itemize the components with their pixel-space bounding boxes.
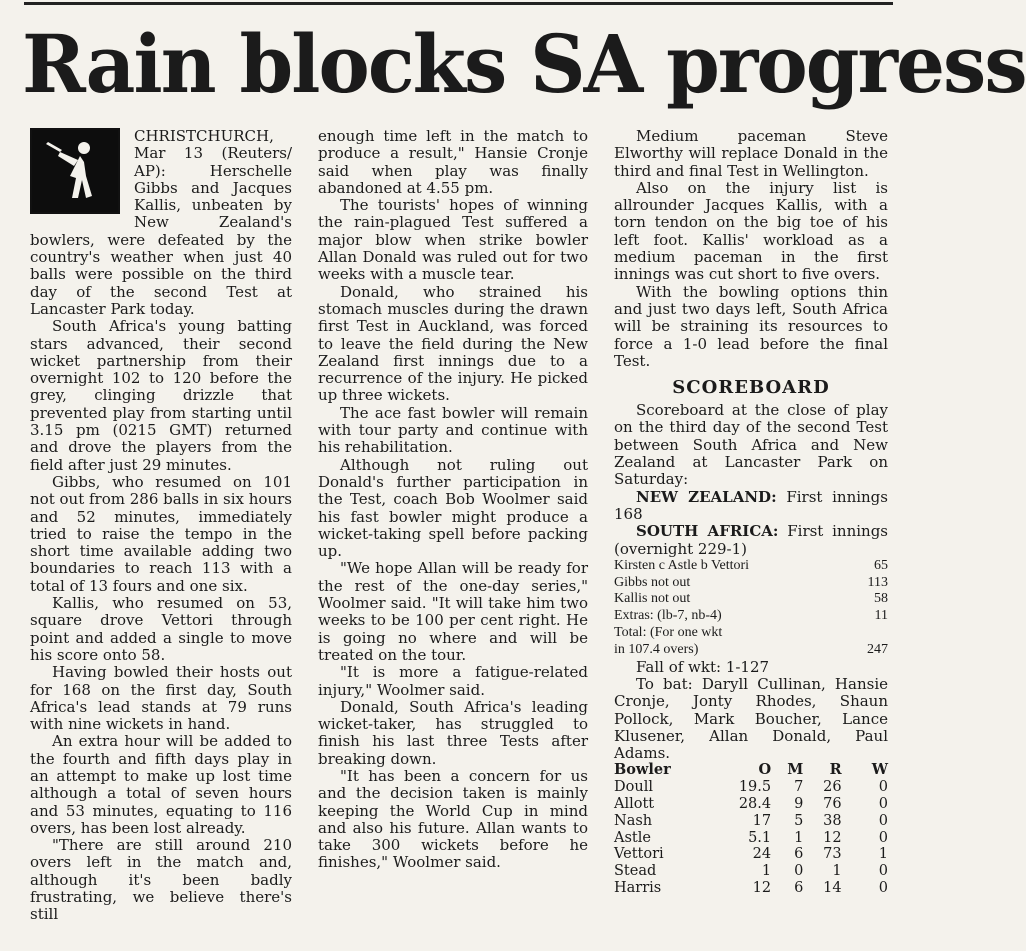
maidens: 5 [794,812,804,829]
batting-row [614,591,888,608]
overs-header: O [758,761,772,779]
article-paragraph: Having bowled their hosts out for 168 on the first day, South Africa's lead stands at 79 runs with nine wickets in hand. [30,663,292,734]
runs-header: R [829,761,842,779]
article-paragraph: With the bowling options thin and just two days left, South Africa will be straining its resources to force a 1-0 lead before the final Test. [614,282,888,370]
maidens: 7 [794,779,804,796]
overs: 17 [752,812,772,829]
batsman-name: Gibbs not out [614,574,691,590]
nz-innings [614,489,888,524]
maidens: 1 [794,829,804,846]
wickets-header: W [871,761,888,779]
article-paragraph: An extra hour will be added to the fourth and fifth days play in an attempt to make up lost time although a total of seven hours and 53 minutes, equating to 116 overs, has been lost already. [30,732,292,837]
article-paragraph: "There are still around 210 overs left in the match and, although it's been badly frustrating, we believe there's still [30,836,292,924]
article-column-1 [30,128,292,924]
overs: 19.5 [738,779,772,796]
maidens: 6 [794,879,804,896]
cricketer-silhouette-icon [30,128,120,214]
wickets: 0 [878,879,888,896]
article-paragraph: CHRISTCHURCH, Mar 13 (Reuters/ AP): Herschelle Gibbs and Jacques Kallis, unbeaten by New Zealand's bowlers, were defeated by the country's weather when just 40 balls were possible on the third day of the second Test at Lancaster Park today. [30,127,292,318]
total-line-2: in 107.4 overs) [614,641,699,657]
article-paragraph: South Africa's young batting stars advanced, their second wicket partnership from their overnight 102 to 120 before the grey, clinging drizzle that prevented play from starting until 3.15 pm (0215 GMT) returned and drove the players from the field after just 29 minutes. [30,317,292,474]
runs: 1 [832,863,842,880]
batting-row [614,608,888,625]
fall-of-wicket: Fall of wkt: 1-127 [636,657,770,676]
bowler-name: Astle [614,829,651,846]
bowling-row [614,863,888,880]
wickets: 0 [878,863,888,880]
batsman-name: Kirsten c Astle b Vettori [614,557,750,573]
bowling-row [614,846,888,863]
article-paragraph: "We hope Allan will be ready for the rest of the one-day series," Woolmer said. "It will take him two weeks to be 100 per cent right. He is going no where and will be treated on the tour. [318,559,588,664]
wickets: 0 [878,829,888,846]
top-rule [24,2,893,5]
runs: 38 [823,812,842,829]
wickets: 0 [878,779,888,796]
nz-innings-text: First innings 168 [614,487,888,523]
bowler-name: Doull [614,779,653,796]
maidens: 6 [794,846,804,863]
overs: 1 [761,863,772,880]
article-column-3 [614,128,888,897]
to-bat: To bat: Daryll Cullinan, Hansie Cronje, Jonty Rhodes, Shaun Pollock, Mark Boucher, Lance Klusener, Allan Donald, Paul Adams. [614,674,888,763]
bowler-name: Vettori [614,846,664,863]
batting-row [614,558,888,575]
overs: 5.1 [748,829,772,846]
runs: 73 [823,846,842,863]
wickets: 0 [878,795,888,812]
overs: 28.4 [738,795,772,812]
total-row [614,642,888,659]
article-paragraph: The tourists' hopes of winning the rain-plagued Test suffered a major blow when strike bowler Allan Donald was ruled out for two weeks with a muscle tear. [318,196,588,284]
maidens-header: M [787,761,804,779]
article-paragraph: Gibbs, who resumed on 101 not out from 286 balls in six hours and 52 minutes, immediately tried to raise the tempo in the short time available adding two boundaries to reach 113 with a total of 13 fours and one six. [30,472,292,595]
bowler-header: Bowler [614,761,671,779]
batsman-runs: 58 [874,591,888,607]
batsman-runs: 113 [867,574,888,590]
bowling-table [614,762,888,896]
total-line-1: Total: (For one wkt [614,625,723,641]
overs: 12 [752,879,772,896]
overs: 24 [752,846,772,863]
runs: 26 [823,779,842,796]
article-paragraph: Although not ruling out Donald's further participation in the Test, coach Bob Woolmer said his fast bowler might produce a wicket-taking spell before packing up. [318,455,588,561]
extras-label: Extras: (lb-7, nb-4) [614,608,722,624]
headline: Rain blocks SA progress [22,17,1026,111]
maidens: 0 [794,863,804,880]
bowler-name: Nash [614,812,653,829]
bowling-row [614,880,888,897]
article-paragraph: Donald, who strained his stomach muscles during the drawn first Test in Auckland, was forced to leave the field during the New Zealand first innings due to a recurrence of the injury. He picked up three wickets. [318,282,588,405]
sa-innings-text: First innings (overnight 229-1) [614,522,888,558]
sa-label: SOUTH AFRICA: [636,522,779,541]
nz-label: NEW ZEALAND: [636,487,777,506]
runs: 76 [823,795,842,812]
maidens: 9 [794,795,804,812]
article-paragraph: Donald, South Africa's leading wicket-taker, has struggled to finish his last three Tests after breaking down. [318,697,588,768]
scoreboard-heading: SCOREBOARD [672,377,830,399]
total-runs: 247 [867,641,888,657]
article-paragraph: "It has been a concern for us and the decision taken is mainly keeping the World Cup in mind and also his future. Allan wants to take 300 wickets before he finishes," Woolmer said. [318,766,588,872]
article-paragraph: Kallis, who resumed on 53, square drove Vettori through point and added a single to move his score onto 58. [30,594,292,664]
bowler-name: Allott [614,795,655,812]
article-paragraph: The ace fast bowler will remain with tour party and continue with his rehabilitation. [318,403,588,457]
bowling-row [614,779,888,796]
bowler-name: Harris [614,879,662,896]
article-paragraph: Medium paceman Steve Elworthy will replace Donald in the third and final Test in Wellington. [614,127,888,180]
batsman-runs: 65 [874,557,888,573]
extras-runs: 11 [874,608,888,624]
batting-card [614,558,888,659]
article-column-2 [318,128,588,872]
bowling-row [614,830,888,847]
runs: 14 [823,879,842,896]
bowling-row [614,796,888,813]
batsman-name: Kallis not out [614,591,691,607]
bowler-name: Stead [614,863,657,880]
article-paragraph: enough time left in the match to produce a result," Hansie Cronje said when play was finally abandoned at 4.55 pm. [318,127,588,197]
sa-innings [614,523,888,558]
article-paragraph: "It is more a fatigue-related injury," Woolmer said. [318,663,588,699]
bowling-header-row [614,762,888,779]
wickets: 1 [878,846,888,863]
scoreboard-intro: Scoreboard at the close of play on the third day of the second Test between South Africa and New Zealand at Lancaster Park on Saturday: [614,401,888,489]
article-paragraph: Also on the injury list is allrounder Jacques Kallis, with a torn tendon on the big toe of his left foot. Kallis' workload as a medium paceman in the first innings was cut short to five overs. [614,178,888,284]
batting-row [614,575,888,592]
bowling-row [614,813,888,830]
runs: 12 [823,829,842,846]
wickets: 0 [878,812,888,829]
